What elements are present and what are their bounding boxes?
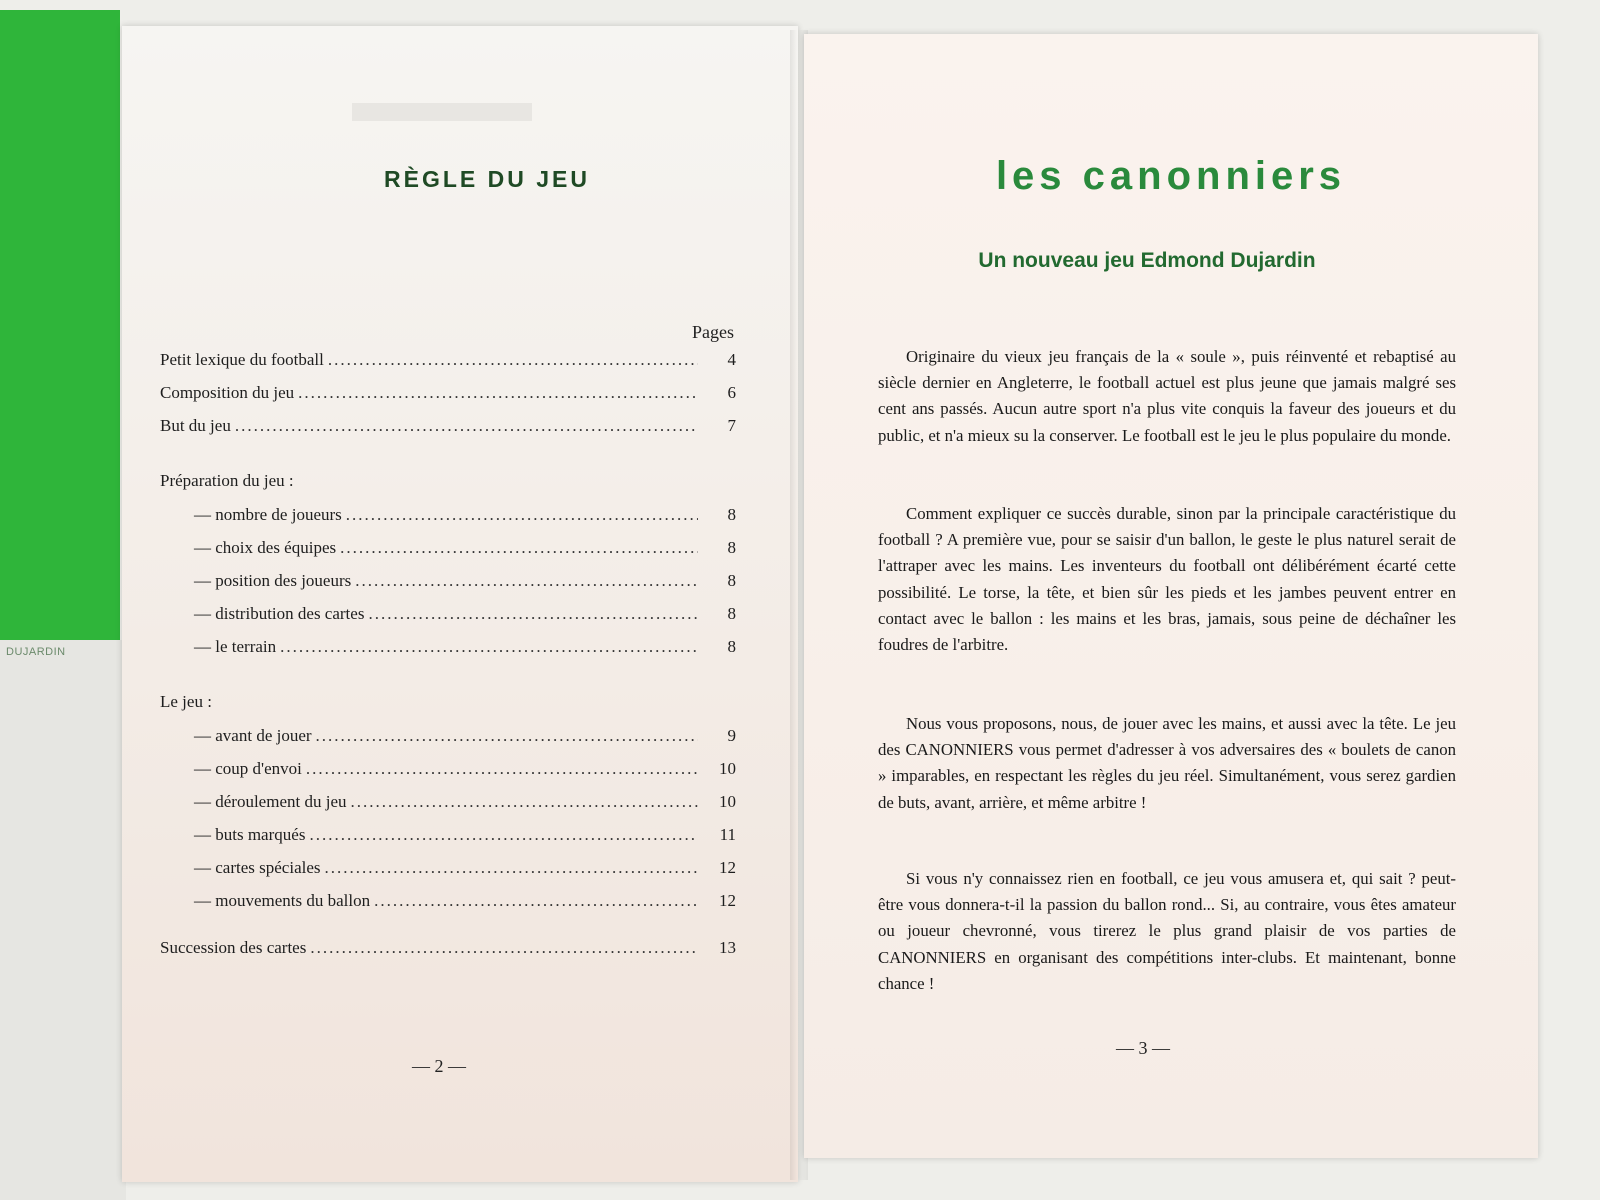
toc-entry-label: — cartes spéciales xyxy=(194,858,321,877)
toc-section-heading: Préparation du jeu : xyxy=(160,471,294,490)
toc-entry xyxy=(160,858,736,891)
toc-entry-page: 6 xyxy=(727,383,736,402)
toc-entry xyxy=(160,538,736,571)
toc-entry xyxy=(160,792,736,825)
toc-entry-page: 10 xyxy=(719,759,736,778)
toc-leader-dots xyxy=(235,416,698,436)
toc-entry-page: 7 xyxy=(727,416,736,435)
toc-entry-label: Composition du jeu xyxy=(160,383,295,402)
intro-paragraph: Comment expliquer ce succès durable, sinon par la principale caractéristique du football ? A première vue, pour se saisir d'un ballon, le geste le plus naturel serait de l'attraper avec les mains. Les inventeurs du football ont délibérément écarté cette possibilité. Le torse, la tête, et bien sûr les pieds et les jambes peuvent entrer en contact avec le ballon : les mains et les bras, jamais, sous peine de déchaîner les foudres de l'arbitre. xyxy=(878,504,1456,655)
toc-entry xyxy=(160,759,736,792)
left-page xyxy=(122,26,798,1182)
toc-entry-page: 9 xyxy=(727,726,736,745)
toc-entry xyxy=(160,604,736,637)
toc-entry xyxy=(160,350,736,383)
toc-entry-label: Petit lexique du football xyxy=(160,350,324,369)
toc-entry-label: — buts marqués xyxy=(194,825,306,844)
toc-entry-label: But du jeu xyxy=(160,416,231,435)
toc-leader-dots xyxy=(346,505,698,525)
toc-leader-dots xyxy=(340,538,698,558)
toc-entry xyxy=(160,726,736,759)
show-through-decoration: ▬▬▬ xyxy=(352,67,532,134)
intro-paragraph: Si vous n'y connaissez rien en football, ce jeu vous amusera et, qui sait ? peut-être vous donnera-t-il la passion du ballon rond... Si, au contraire, vous êtes amateur ou joueur chevronné, vous tirerez le plus grand plaisir de vos parties de CANONNIERS en organisant des compétitions inter-clubs. Et maintenant, bonne chance ! xyxy=(878,869,1456,993)
toc-leader-dots xyxy=(298,383,698,403)
toc-leader-dots xyxy=(310,938,698,958)
toc-entry xyxy=(160,571,736,604)
toc-leader-dots xyxy=(368,604,698,624)
toc-entry-label: — mouvements du ballon xyxy=(194,891,371,910)
toc-entry-page: 12 xyxy=(719,891,736,910)
toc-entry-page: 13 xyxy=(719,938,736,957)
toc-entry-label: — distribution des cartes xyxy=(194,604,365,623)
toc-leader-dots xyxy=(316,726,698,746)
toc-entry xyxy=(160,637,736,670)
toc-entry-label: — coup d'envoi xyxy=(194,759,302,778)
cover-label: DUJARDIN xyxy=(6,646,66,658)
toc-leader-dots xyxy=(328,350,698,370)
toc-leader-dots xyxy=(355,571,698,591)
toc-entry-label: — le terrain xyxy=(194,637,277,656)
toc-entry-page: 11 xyxy=(719,825,736,844)
intro-paragraph: Originaire du vieux jeu français de la « soule », puis réinventé et rebaptisé au siècle dernier en Angleterre, le football actuel est plus jeune que jamais malgré ses cent ans passés. Aucun autre sport n'a plus vite conquis la faveur des joueurs et du public, et n'a mieux su la conserver. Le football est le jeu le plus populaire du monde. xyxy=(878,347,1456,445)
page-title: RÈGLE DU JEU xyxy=(384,166,590,192)
toc-leader-dots xyxy=(306,759,698,779)
toc-entry xyxy=(160,825,736,858)
toc-entry xyxy=(160,938,736,971)
toc-entry-label: — déroulement du jeu xyxy=(194,792,347,811)
toc-entry xyxy=(160,505,736,538)
toc-entry-label: — choix des équipes xyxy=(194,538,337,557)
toc-entry xyxy=(160,891,736,924)
cover-inner-panel xyxy=(0,640,126,1200)
toc-pages-header: Pages xyxy=(692,322,734,342)
table-of-contents xyxy=(160,350,736,971)
toc-entry-page: 4 xyxy=(727,350,736,369)
intro-paragraph: Nous vous proposons, nous, de jouer avec les mains, et aussi avec la tête. Le jeu des CANONNIERS vous permet d'adresser à vos adversaires des « boulets de canon » imparables, en respectant les règles du jeu réel. Simultanément, vous serez gardien de buts, avant, arrière, et même arbitre ! xyxy=(878,714,1456,812)
toc-leader-dots xyxy=(309,825,698,845)
toc-entry-label: — position des joueurs xyxy=(194,571,352,590)
toc-leader-dots xyxy=(351,792,699,812)
game-subtitle: Un nouveau jeu Edmond Dujardin xyxy=(978,249,1316,272)
toc-leader-dots xyxy=(325,858,699,878)
toc-entry-label: Succession des cartes xyxy=(160,938,307,957)
page-number: — 2 — xyxy=(412,1056,466,1076)
toc-entry-page: 8 xyxy=(727,604,736,623)
toc-entry-label: — avant de jouer xyxy=(194,726,312,745)
toc-entry-page: 8 xyxy=(727,571,736,590)
toc-entry-page: 8 xyxy=(727,538,736,557)
toc-entry-page: 8 xyxy=(727,637,736,656)
toc-entry xyxy=(160,416,736,449)
booklet-cover-green xyxy=(0,10,120,650)
toc-section-heading: Le jeu : xyxy=(160,692,212,711)
page-number: — 3 — xyxy=(1116,1038,1170,1058)
right-page xyxy=(804,34,1538,1158)
toc-entry-label: — nombre de joueurs xyxy=(194,505,342,524)
toc-entry-page: 8 xyxy=(727,505,736,524)
toc-leader-dots xyxy=(280,637,698,657)
toc-entry xyxy=(160,383,736,416)
toc-leader-dots xyxy=(374,891,698,911)
toc-entry-page: 12 xyxy=(719,858,736,877)
toc-entry-page: 10 xyxy=(719,792,736,811)
game-title: les canonniers xyxy=(995,154,1347,198)
